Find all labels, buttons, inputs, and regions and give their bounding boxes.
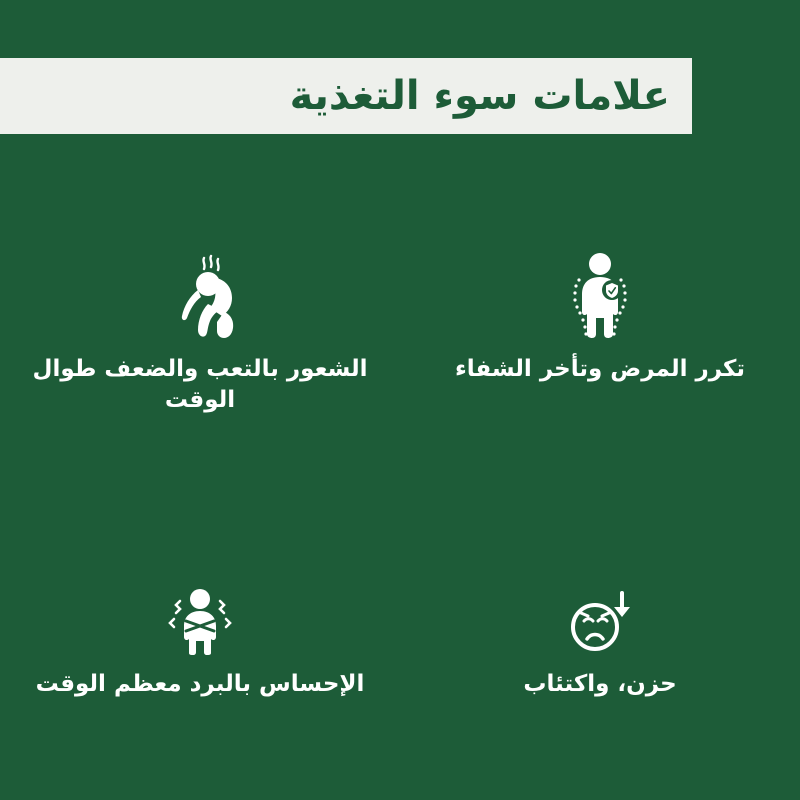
sign-item-fatigue xyxy=(0,210,400,490)
signs-grid xyxy=(0,210,800,770)
sign-item-cold xyxy=(0,490,400,770)
tired-person-bent-over-icon xyxy=(145,250,255,340)
sick-person-bandage-icon xyxy=(545,250,655,340)
sign-caption: تكرر المرض وتأخر الشفاء xyxy=(454,356,746,382)
shivering-cold-person-icon xyxy=(145,565,255,655)
sign-item-sadness xyxy=(400,490,800,770)
title-banner xyxy=(0,58,692,134)
sign-caption: حزن، واكتئاب xyxy=(523,671,677,697)
page-title: علامات سوء التغذية xyxy=(289,73,670,119)
sign-caption: الإحساس بالبرد معظم الوقت xyxy=(35,671,365,697)
sign-item-illness xyxy=(400,210,800,490)
sign-caption: الشعور بالتعب والضعف طوال الوقت xyxy=(32,356,368,414)
sad-face-down-arrow-icon xyxy=(545,565,655,655)
